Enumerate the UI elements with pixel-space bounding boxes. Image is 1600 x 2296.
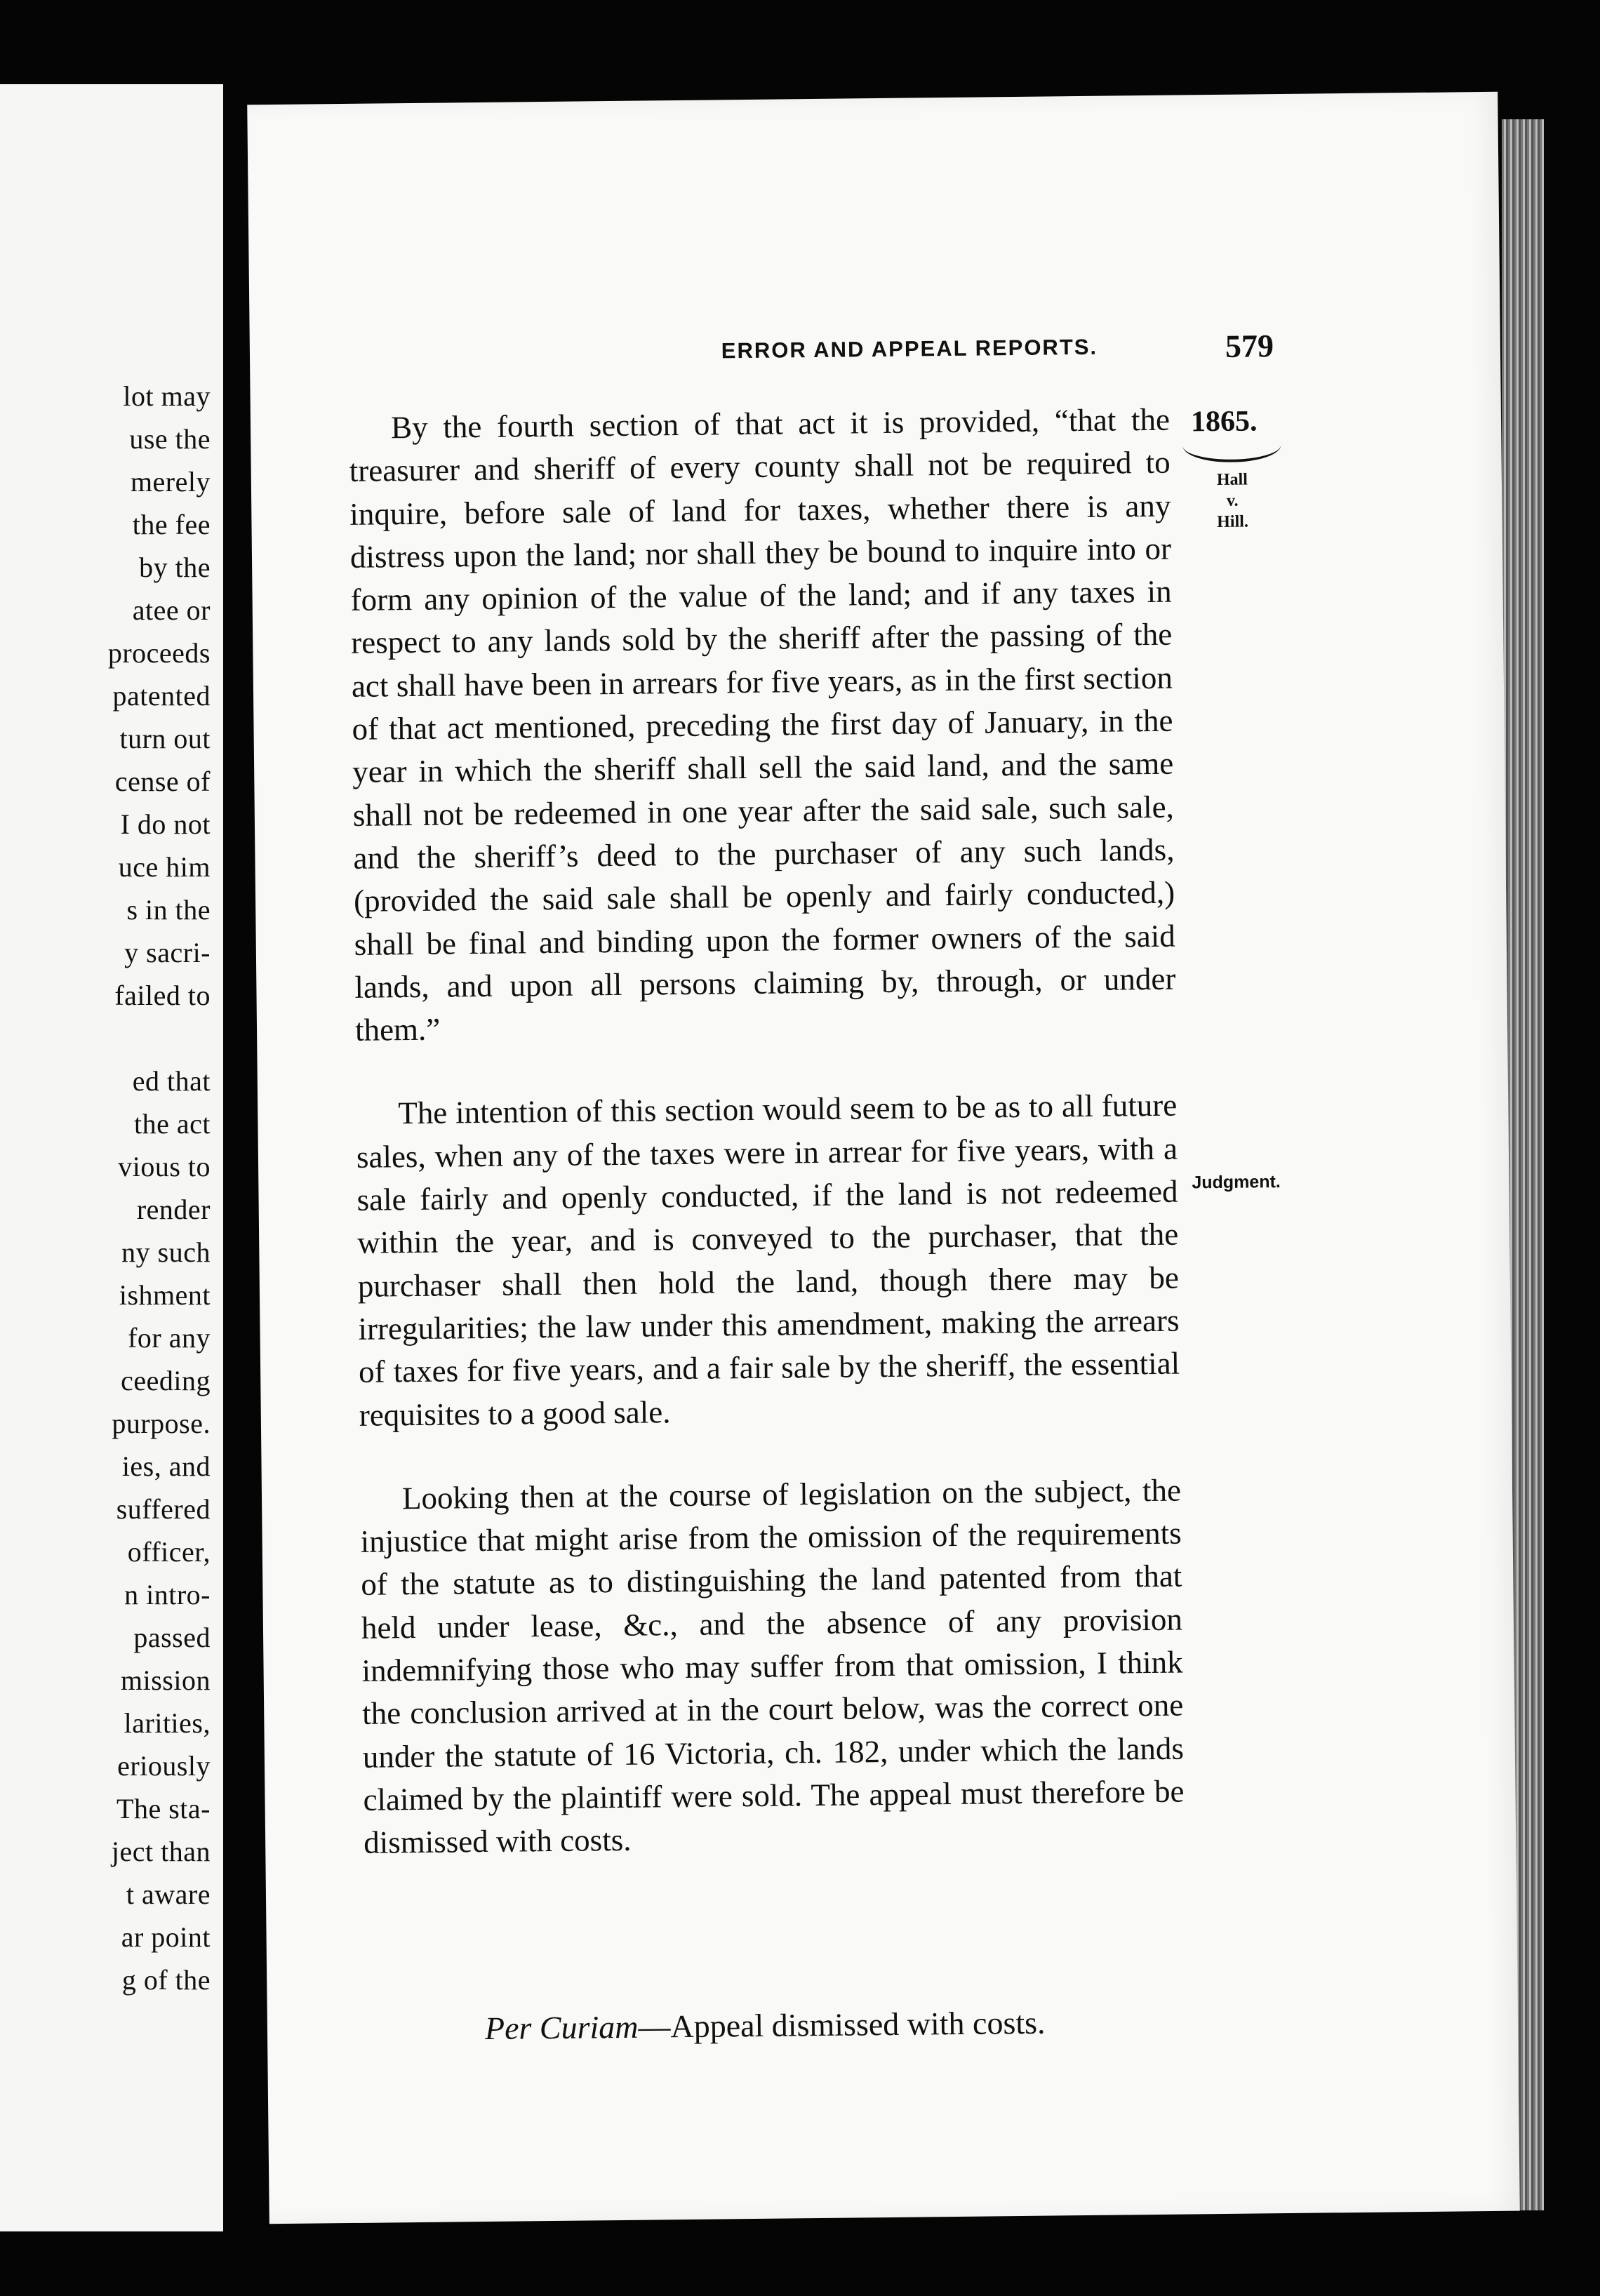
- facing-page-line: ject than: [111, 1836, 211, 1867]
- facing-page-line: use the: [129, 423, 211, 455]
- facing-page-line: patented: [112, 680, 211, 712]
- margin-year: 1865.: [1190, 405, 1258, 439]
- facing-page-line: g of the: [121, 1964, 211, 1996]
- facing-page-line: vious to: [118, 1151, 211, 1182]
- facing-page-line: purpose.: [112, 1408, 211, 1439]
- facing-page-line: the fee: [132, 509, 211, 540]
- facing-page-line: cense of: [114, 766, 211, 797]
- facing-page-line: s in the: [126, 894, 211, 926]
- facing-page-line: lot may: [123, 380, 211, 412]
- facing-page-line: ies, and: [121, 1450, 211, 1482]
- disposition-text: Appeal dismissed with costs.: [670, 2004, 1046, 2045]
- margin-judgment: Judgment.: [1192, 1172, 1281, 1193]
- facing-page-line: mission: [121, 1664, 211, 1696]
- facing-page-line: t aware: [126, 1878, 211, 1910]
- paragraph: By the fourth section of that act it is provided, “that the treasurer and sheriff of every county shall not be required to inquire, before sale of land for taxes, whether there is any distress upon the land; nor shall they be bound to inquire into or form any opinion of the value of the land; and if any taxes in respect to any lands sold by the sheriff after the passing of the act shall have been in arrears for five years, as in the first section of that act mentioned, preceding the first day of January, in the year in which the sheriff shall sell the said land, and the same shall not be redeemed in one year after the said sale, such sale, and the sheriff’s deed to the purchaser of any such lands, (provided the said sale shall be openly and fairly conducted,) shall be final and binding upon the former owners of the said lands, and upon all persons claiming by, through, or under them.”: [349, 401, 1176, 1048]
- facing-page-text: [108, 375, 211, 2001]
- facing-page-line: eriously: [117, 1750, 211, 1782]
- facing-page-line: ar point: [121, 1921, 211, 1953]
- running-head: ERROR AND APPEAL REPORTS.: [721, 334, 1098, 363]
- facing-page-line: ishment: [119, 1279, 211, 1311]
- facing-page-line: ed that: [132, 1065, 211, 1097]
- facing-page-line: merely: [130, 466, 211, 498]
- disposition-dash: —: [638, 2008, 671, 2045]
- facing-page-line: by the: [139, 552, 211, 583]
- facing-page-line: passed: [133, 1622, 211, 1653]
- body-text: [349, 399, 1185, 1865]
- per-curiam-label: Per Curiam: [484, 2008, 639, 2047]
- facing-page-line: atee or: [132, 594, 211, 626]
- facing-page-line: n intro-: [124, 1579, 211, 1610]
- margin-case-name: [1204, 469, 1261, 533]
- facing-page-line: suffered: [116, 1493, 211, 1525]
- facing-page-line: turn out: [119, 723, 211, 754]
- facing-page-line: larities,: [124, 1707, 211, 1739]
- facing-page-line: render: [136, 1194, 211, 1225]
- margin-case-versus: v.: [1226, 491, 1239, 510]
- facing-page-line: y sacri-: [124, 937, 211, 968]
- margin-case-defendant: Hill.: [1217, 512, 1249, 531]
- facing-page-line: failed to: [114, 980, 211, 1011]
- facing-page-line: I do not: [120, 808, 211, 840]
- page-number: 579: [1225, 328, 1274, 364]
- facing-page-line: proceeds: [107, 637, 211, 669]
- facing-page-line: ceeding: [121, 1365, 211, 1396]
- book-page: [247, 92, 1520, 2224]
- facing-page-line: uce him: [118, 851, 211, 883]
- facing-page-line: for any: [128, 1322, 211, 1354]
- paragraph: Looking then at the course of legislation on the subject, the injustice that might arise from the omission of the requirements of the statute as to distinguishing the land patented from that held under lease, &c., and the absence of any provision indemnifying those who may suffer from that omission, I think the conclusion arrived at in the court below, was the correct one under the statute of 16 Victoria, ch. 182, under which the lands claimed by the plaintiff were sold. The appeal must therefore be dismissed with costs.: [360, 1472, 1185, 1861]
- paragraph: The intention of this section would seem to be as to all future sales, when any of the taxes were in arrear for five years, with a sale fairly and openly conducted, if the land is not redeemed within the year, and is conveyed to the purchaser, that the purchaser shall then hold the land, though there may be irregularities; the law under this amendment, making the arrears of taxes for five years, and a fair sale by the sheriff, the essential requisites to a good sale.: [356, 1088, 1180, 1433]
- facing-page-line: The sta-: [116, 1793, 211, 1824]
- facing-page-line: officer,: [127, 1536, 211, 1568]
- facing-page-gap: [108, 1017, 211, 1060]
- margin-brace: [1182, 438, 1281, 462]
- margin-case-plaintiff: Hall: [1216, 470, 1248, 489]
- facing-page-line: ny such: [121, 1236, 211, 1268]
- facing-page: [0, 84, 223, 2231]
- disposition: [485, 2004, 1046, 2047]
- facing-page-line: the act: [134, 1108, 211, 1140]
